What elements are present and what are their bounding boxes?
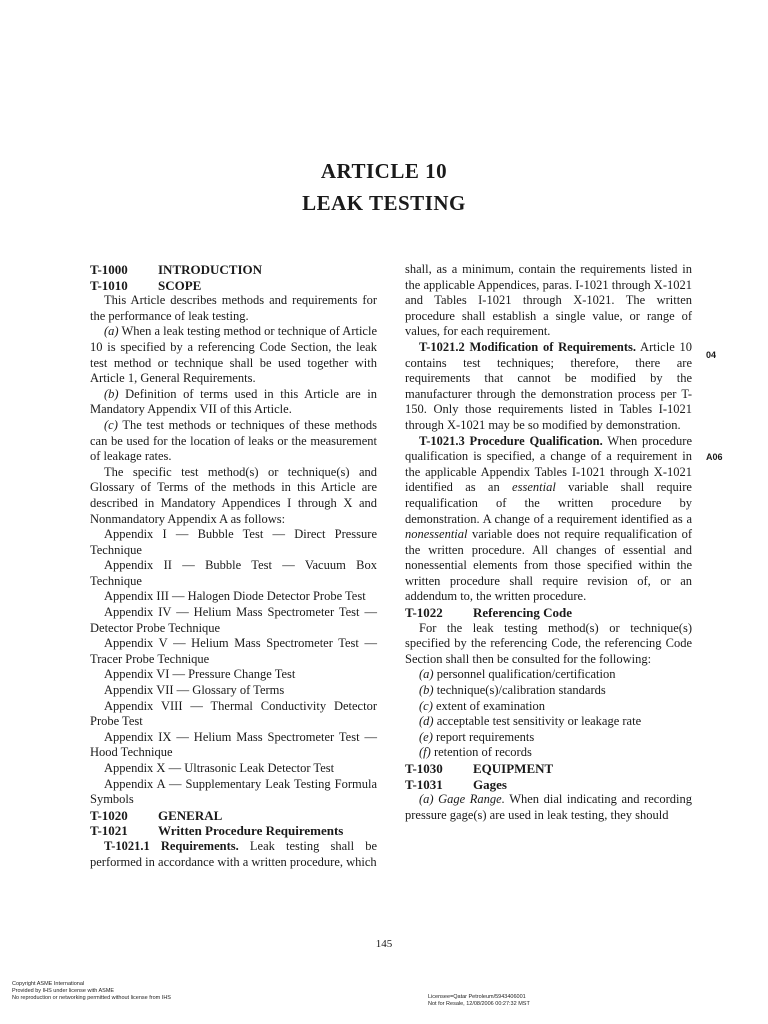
footer-line: Provided by IHS under license with ASME [12,988,115,994]
appendix-item: Appendix II — Bubble Test — Vacuum Box Technique [90,558,377,588]
appendix-item: Appendix VII — Glossary of Terms [104,683,285,698]
appendix-item: Appendix III — Halogen Diode Detector Probe Test [104,589,366,604]
footer-line: No reproduction or networking permitted without license from IHS [12,995,171,1001]
revision-marker-04: 04 [706,350,717,360]
heading-scope [90,278,377,294]
paragraph-text: When procedure qualification is specified, a change of a requirement in the applicable Appendix Tables I-1021 through X-1021 identified as an [405,433,692,495]
page-number: 145 [375,938,393,950]
paragraph-heading: T-1021.1 Requirements. [104,838,239,853]
section-number: T-1020 [90,807,128,823]
paragraph-text: Article 10 contains test techniques; therefore, there are requirements that cannot be modified by the manufacturer through the demonstration process per T-150. Only those requirements listed in Tables I-1021 through X-1021 may be so modified by demonstration. [405,339,692,432]
footer-line: Not for Resale, 12/08/2006 00:27:32 MST [428,1001,530,1007]
article-number: ARTICLE 10 [320,159,448,183]
item-label: (b) [104,386,119,401]
t-1021-1-paragraph [90,839,377,870]
scope-item-a [90,324,377,386]
section-number: T-1031 [405,776,443,792]
section-title: Gages [473,776,507,792]
paragraph-heading: T-1021.3 Procedure Qualification. [419,433,603,448]
paragraph-text: variable does not require requalification of the written procedure. All changes of essential and nonessential elements from those specified within the written procedure shall require revision of, or an addendum to, the written procedure. [405,527,693,604]
section-number: T-1022 [405,605,443,621]
section-title: INTRODUCTION [158,262,263,277]
section-title: GENERAL [158,807,223,823]
footer-line: Licensee=Qatar Petroleum/5943406001 [428,994,526,1000]
paragraph-heading: T-1021.2 Modification of Requirements. [419,339,636,354]
scope-item-c [90,418,377,465]
heading-introduction [90,262,377,278]
revision-marker-a06: A06 [706,452,723,462]
paragraph-text: When dial indicating and recording pressure gage(s) are used in leak testing, they should [405,792,692,822]
item-label: (c) [104,417,118,432]
appendix-item: Appendix X — Ultrasonic Leak Detector Test [104,761,335,775]
footer-line: Copyright ASME International [12,981,85,987]
footer-left [12,981,171,1002]
t-1021-3-paragraph [405,434,692,606]
t-1021-2-paragraph [405,340,692,434]
item-text: personnel qualification/certification [436,667,616,682]
section-title: Written Procedure Requirements [158,823,344,839]
emphasis-essential: essential [512,480,556,495]
appendix-item: Appendix IX — Helium Mass Spectrometer Test — Hood Technique [90,729,377,760]
appendix-item: Appendix VI — Pressure Change Test [104,667,296,682]
item-label: (e) [419,729,433,744]
left-column [90,262,377,870]
section-title: EQUIPMENT [473,761,554,776]
gage-range-paragraph [405,792,692,823]
paragraph-heading: (a) Gage Range. [419,792,505,807]
item-text: retention of records [433,745,532,760]
appendix-item: Appendix V — Helium Mass Spectrometer Test — Tracer Probe Technique [90,636,377,666]
appendix-item: Appendix I — Bubble Test — Direct Pressure Technique [90,527,377,557]
appendix-item: Appendix IV — Helium Mass Spectrometer Test — Detector Probe Technique [90,605,377,635]
section-title: Referencing Code [473,605,573,621]
item-text: When a leak testing method or technique of Article 10 is specified by a referencing Code Section, the leak test method or technique shall be used together with Article 1, General Requirements. [90,324,377,386]
item-label: (a) [419,667,434,682]
item-text: report requirements [436,729,535,744]
section-number: T-1010 [90,277,128,293]
list-item [405,714,692,730]
scope-paragraph: This Article describes methods and requirements for the performance of leak testing. [90,293,377,323]
right-column [405,262,692,823]
list-item [405,730,692,746]
heading-referencing-code [405,605,692,621]
section-title: SCOPE [158,277,202,293]
heading-written-procedure [90,823,377,839]
item-label: (f) [419,745,431,760]
heading-equipment [405,761,692,777]
scope-item-b [90,387,377,418]
item-text: extent of examination [436,698,545,713]
section-number: T-1021 [90,823,128,839]
appendix-item: Appendix VIII — Thermal Conductivity Detector Probe Test [90,698,377,729]
item-text: acceptable test sensitivity or leakage rate [436,714,642,729]
list-item [405,699,692,715]
paragraph-text: variable shall require requalification of the written procedure by demonstration. A change of a requirement identified as a [405,480,692,526]
item-text: Definition of terms used in this Article are in Mandatory Appendix VII of this Article. [90,386,377,417]
item-label: (b) [419,683,434,698]
emphasis-nonessential: nonessential [405,527,468,542]
list-item [405,745,692,761]
article-title: LEAK TESTING [302,191,466,215]
heading-gages [405,777,692,793]
footer-right [428,994,530,1008]
heading-general [90,808,377,824]
appendix-item: Appendix A — Supplementary Leak Testing Formula Symbols [90,776,377,807]
list-item [405,667,692,683]
list-item [405,683,692,699]
section-number: T-1000 [90,262,128,277]
item-text: technique(s)/calibration standards [436,683,606,698]
continued-paragraph: shall, as a minimum, contain the requirements listed in the applicable Appendices, paras. I-1021 through X-1021 and Tables I-1021 through X-1021. The written procedure shall establish a single value, or range of values, for each requirement. [405,262,692,339]
item-label: (a) [104,324,119,339]
referencing-code-paragraph: For the leak testing method(s) or technique(s) specified by the referencing Code, the referencing Code Section shall then be consulted for the following: [405,620,692,666]
paragraph-text: Leak testing shall be performed in accordance with a written procedure, which [90,838,377,869]
item-label: (d) [419,714,434,729]
item-text: The test methods or techniques of these methods can be used for the location of leaks or the measurement of leakage rates. [90,417,377,464]
scope-paragraph-2: The specific test method(s) or technique(s) and Glossary of Terms of the methods in this Article are described in Mandatory Appendices I through X and Nonmandatory Appendix A as follows: [90,464,377,526]
section-number: T-1030 [405,761,443,776]
item-label: (c) [419,698,433,713]
